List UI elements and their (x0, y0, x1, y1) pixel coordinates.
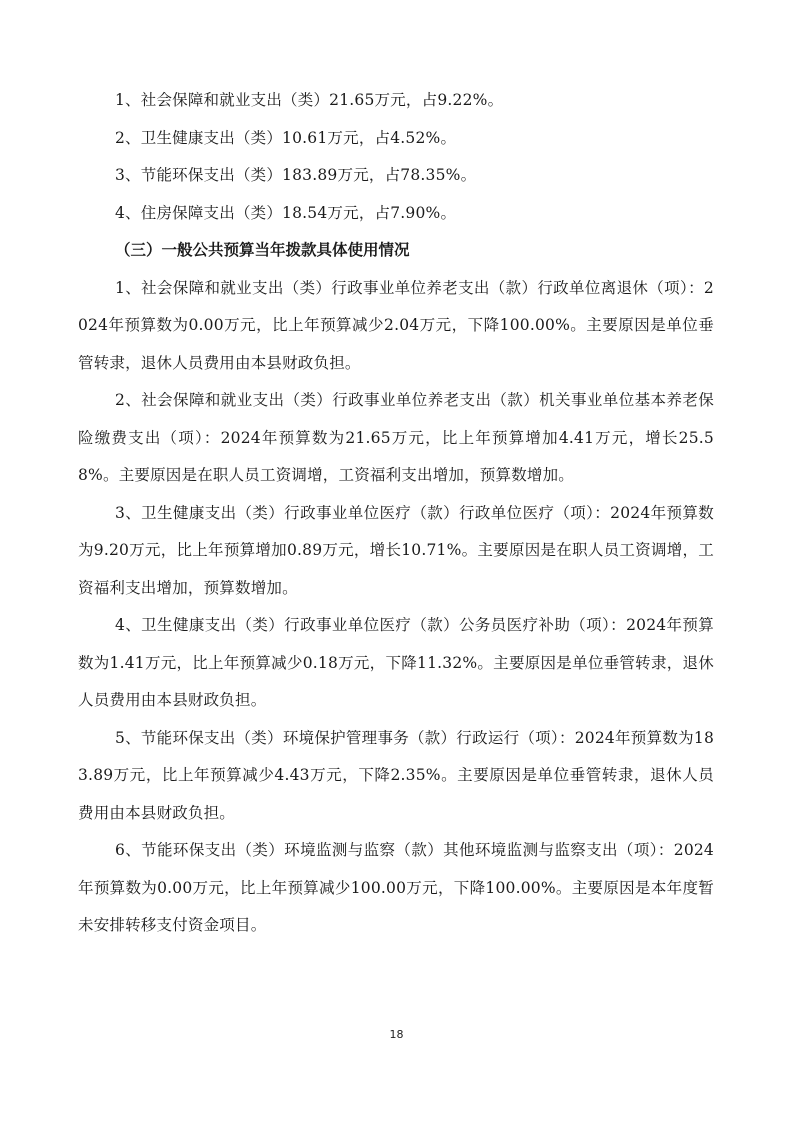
summary-item-4: 4、住房保障支出（类）18.54万元，占7.90%。 (115, 203, 457, 222)
detail-item-1: 1、社会保障和就业支出（类）行政事业单位养老支出（款）行政单位离退休（项）：2024年预算数为0.00万元，比上年预算减少2.04万元，下降100.00%。主要原因是单位垂管转隶，退休人员费用由本县财政负担。 (78, 278, 714, 372)
detail-item-5: 5、节能环保支出（类）环境保护管理事务（款）行政运行（项）：2024年预算数为183.89万元，比上年预算减少4.43万元，下降2.35%。主要原因是单位垂管转隶，退休人员费用由本县财政负担。 (78, 728, 714, 822)
detail-item-6: 6、节能环保支出（类）环境监测与监察（款）其他环境监测与监察支出（项）：2024年预算数为0.00万元，比上年预算减少100.00万元，下降100.00%。主要原因是本年度暂未安排转移支付资金项目。 (78, 841, 714, 934)
detail-item-4: 4、卫生健康支出（类）行政事业单位医疗（款）公务员医疗补助（项）：2024年预算数为1.41万元，比上年预算减少0.18万元，下降11.32%。主要原因是单位垂管转隶，退休人员费用由本县财政负担。 (78, 616, 714, 709)
summary-item-3: 3、节能环保支出（类）183.89万元，占78.35%。 (115, 166, 477, 184)
document-body (78, 82, 714, 945)
detail-item-2: 2、社会保障和就业支出（类）行政事业单位养老支出（款）机关事业单位基本养老保险缴费支出（项）：2024年预算数为21.65万元，比上年预算增加4.41万元，增长25.58%。主要原因是在职人员工资调增，工资福利支出增加，预算数增加。 (78, 391, 714, 484)
section-heading: （三）一般公共预算当年拨款具体使用情况 (115, 241, 410, 259)
detail-item-3: 3、卫生健康支出（类）行政事业单位医疗（款）行政单位医疗（项）：2024年预算数为9.20万元，比上年预算增加0.89万元，增长10.71%。主要原因是在职人员工资调增，工资福利支出增加，预算数增加。 (78, 503, 714, 597)
page-number: 18 (389, 1028, 404, 1041)
summary-item-1: 1、社会保障和就业支出（类）21.65万元，占9.22%。 (115, 91, 504, 109)
summary-item-2: 2、卫生健康支出（类）10.61万元，占4.52%。 (115, 128, 457, 147)
